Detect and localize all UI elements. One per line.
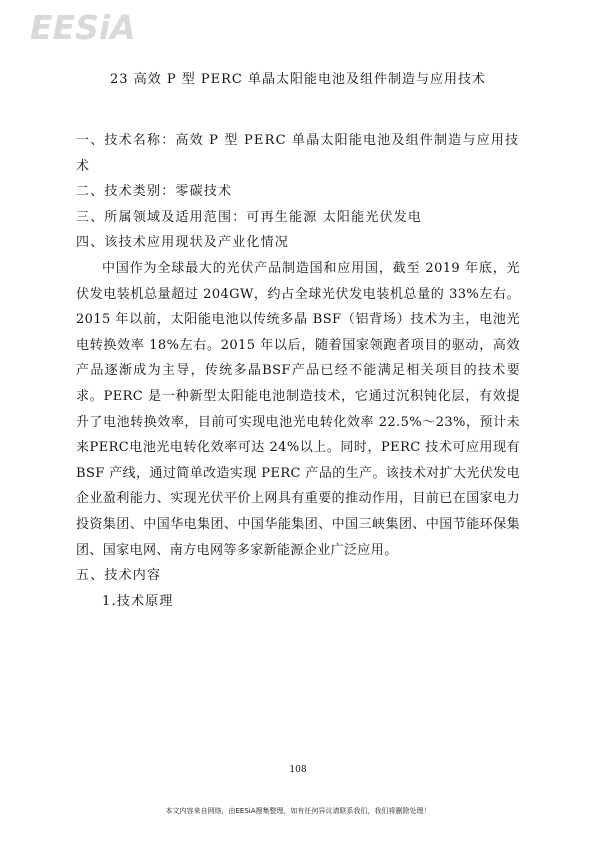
document-body [76, 128, 520, 614]
tech-name-item: 一、技术名称：高效 P 型 PERC 单晶太阳能电池及组件制造与应用技术 [76, 133, 520, 174]
eesia-logo: EESiA [30, 8, 136, 47]
page-number: 108 [289, 765, 307, 775]
page-title: 23 高效 P 型 PERC 单晶太阳能电池及组件制造与应用技术 [110, 72, 486, 87]
tech-principle-subheading: 1.技术原理 [102, 593, 174, 609]
application-status-item: 四、该技术应用现状及产业化情况 [76, 235, 290, 251]
tech-content-heading: 五、技术内容 [76, 568, 162, 584]
application-scope-item: 三、所属领域及适用范围：可再生能源 太阳能光伏发电 [76, 209, 423, 225]
status-paragraph: 中国作为全球最大的光伏产品制造国和应用国，截至 2019 年底，光伏发电装机总量超过 204GW，约占全球光伏发电装机总量的 33%左右。2015 年以前，太阳能电池以传统多晶 BSF（铝背场）技术为主，电池光电转换效率 18%左右。2015 年以后，随着国家领跑者项目的驱动，高效产品逐渐成为主导，传统多晶BSF产品已经不能满足相关项目的技术要求。PERC 是一种新型太阳能电池制造技术，它通过沉积钝化层，有效提升了电池转换效率，目前可实现电池光电转化效率 22.5%～23%，预计未来PERC电池光电转化效率可达 24%以上。同时，PERC 技术可应用现有 BSF 产线，通过简单改造实现 PERC 产品的生产。该技术对扩大光伏发电企业盈利能力、实现光伏平价上网具有重要的推动作用，目前已在国家电力投资集团、中国华电集团、中国华能集团、中国三峡集团、中国节能环保集团、国家电网、南方电网等多家新能源企业广泛应用。 [76, 260, 520, 558]
footer-disclaimer: 本文内容来自网络，由EESiA搜集整理，如有任何异议请联系我们，我们将删除处理！ [165, 807, 431, 815]
tech-category-item: 二、技术类别：零碳技术 [76, 184, 233, 200]
